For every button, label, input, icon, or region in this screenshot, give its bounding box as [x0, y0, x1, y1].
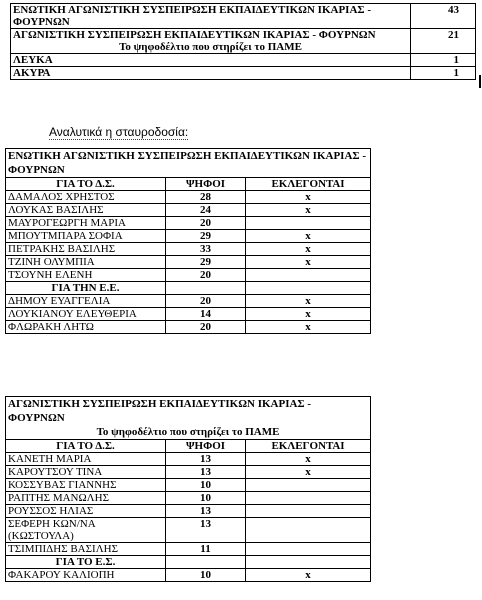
candidate-name: ΛΟΥΚΑΣ ΒΑΣΙΛΗΣ — [6, 204, 166, 217]
summary-value: 1 — [411, 67, 476, 80]
margin-mark — [479, 75, 481, 88]
vote-count: 14 — [166, 308, 246, 321]
vote-count: 20 — [166, 269, 246, 282]
list-subtitle: Το ψηφοδέλτιο που στηρίζει το ΠΑΜΕ — [96, 426, 280, 438]
summary-label: ΕΝΩΤΙΚΗ ΑΓΩΝΙΣΤΙΚΗ ΣΥΣΠΕΙΡΩΣΗ ΕΚΠΑΙΔΕΥΤΙΚΩΝ ΙΚΑΡΙΑΣ - ΦΟΥΡΝΩΝ — [11, 4, 411, 29]
vote-count: 13 — [166, 453, 246, 466]
table-row — [6, 308, 371, 321]
candidate-name: ΜΑΥΡΟΓΕΩΡΓΗ ΜΑΡΙΑ — [6, 217, 166, 230]
elected-mark — [246, 217, 371, 230]
candidate-name: ΠΕΤΡΑΚΗΣ ΒΑΣΙΛΗΣ — [6, 243, 166, 256]
vote-count: 29 — [166, 230, 246, 243]
elected-mark: x — [246, 230, 371, 243]
table-row — [6, 269, 371, 282]
table-row — [6, 230, 371, 243]
column-header-candidates: ΓΙΑ ΤΟ Δ.Σ. — [6, 178, 166, 191]
table-header-row — [6, 397, 371, 440]
elected-mark — [246, 492, 371, 505]
column-header-elected: ΕΚΛΕΓΟΝΤΑΙ — [246, 178, 371, 191]
results-summary-table — [10, 3, 476, 80]
summary-label: ΑΚΥΡΑ — [11, 67, 411, 80]
candidate-name: ΚΟΣΣΥΒΑΣ ΓΙΑΝΝΗΣ — [6, 479, 166, 492]
candidate-name: ΦΑΚΑΡΟΥ ΚΑΛΙΟΠΗ — [6, 569, 166, 582]
candidates-table-2 — [5, 396, 371, 582]
elected-mark: x — [246, 321, 371, 334]
candidate-name: ΚΑΝΕΤΗ ΜΑΡΙΑ — [6, 453, 166, 466]
elected-mark — [246, 543, 371, 556]
summary-label-cell — [11, 29, 411, 54]
list-title-cell — [6, 397, 371, 440]
table-row — [6, 569, 371, 582]
summary-value: 21 — [411, 29, 476, 54]
vote-count: 24 — [166, 204, 246, 217]
candidate-name: ΣΕΦΕΡΗ ΚΩΝ/ΝΑ (ΚΩΣΤΟΥΛΑ) — [6, 518, 166, 543]
column-header-votes: ΨΗΦΟΙ — [166, 440, 246, 453]
vote-count: 10 — [166, 492, 246, 505]
list-title: ΑΓΩΝΙΣΤΙΚΗ ΣΥΣΠΕΙΡΩΣΗ ΕΚΠΑΙΔΕΥΤΙΚΩΝ ΙΚΑΡΙΑΣ - ΦΟΥΡΝΩΝ — [8, 398, 312, 424]
table-row — [6, 295, 371, 308]
empty-cell — [246, 556, 371, 569]
column-header-row — [6, 440, 371, 453]
summary-value: 43 — [411, 4, 476, 29]
elected-mark: x — [246, 256, 371, 269]
candidate-name: ΚΑΡΟΥΤΣΟΥ ΤΙΝΑ — [6, 466, 166, 479]
candidate-name: ΔΗΜΟΥ ΕΥΑΓΓΕΛΙΑ — [6, 295, 166, 308]
candidate-name: ΤΣΙΜΠΙΔΗΣ ΒΑΣΙΛΗΣ — [6, 543, 166, 556]
table-row — [6, 217, 371, 230]
vote-count: 29 — [166, 256, 246, 269]
elected-mark: x — [246, 204, 371, 217]
candidate-name: ΛΟΥΚΙΑΝΟΥ ΕΛΕΥΘΕΡΙΑ — [6, 308, 166, 321]
candidate-name: ΤΣΟΥΝΗ ΕΛΕΝΗ — [6, 269, 166, 282]
candidate-name: ΡΑΠΤΗΣ ΜΑΝΩΛΗΣ — [6, 492, 166, 505]
table-row — [6, 453, 371, 466]
candidate-name: ΡΟΥΣΣΟΣ ΗΛΙΑΣ — [6, 505, 166, 518]
vote-count: 13 — [166, 466, 246, 479]
summary-label: ΛΕΥΚΑ — [11, 54, 411, 67]
column-header-candidates: ΓΙΑ ΤΟ Δ.Σ. — [6, 440, 166, 453]
elected-mark: x — [246, 191, 371, 204]
summary-value: 1 — [411, 54, 476, 67]
vote-count: 33 — [166, 243, 246, 256]
empty-cell — [246, 282, 371, 295]
elected-mark — [246, 479, 371, 492]
table-header-row — [6, 149, 371, 178]
table-row — [6, 543, 371, 556]
section-row — [6, 282, 371, 295]
table-row — [6, 191, 371, 204]
vote-count: 20 — [166, 295, 246, 308]
candidates-table-1 — [5, 148, 371, 334]
table-row — [6, 479, 371, 492]
vote-count: 13 — [166, 505, 246, 518]
vote-count: 28 — [166, 191, 246, 204]
elected-mark: x — [246, 295, 371, 308]
table-row — [6, 204, 371, 217]
candidate-name: ΔΑΜΑΛΟΣ ΧΡΗΣΤΟΣ — [6, 191, 166, 204]
column-header-votes: ΨΗΦΟΙ — [166, 178, 246, 191]
table-row — [6, 256, 371, 269]
empty-cell — [166, 282, 246, 295]
summary-label: ΑΓΩΝΙΣΤΙΚΗ ΣΥΣΠΕΙΡΩΣΗ ΕΚΠΑΙΔΕΥΤΙΚΩΝ ΙΚΑΡΙΑΣ - ΦΟΥΡΝΩΝ — [13, 29, 376, 41]
column-header-row — [6, 178, 371, 191]
table-row — [6, 492, 371, 505]
list-title: ΕΝΩΤΙΚΗ ΑΓΩΝΙΣΤΙΚΗ ΣΥΣΠΕΙΡΩΣΗ ΕΚΠΑΙΔΕΥΤΙΚΩΝ ΙΚΑΡΙΑΣ - ΦΟΥΡΝΩΝ — [6, 149, 371, 178]
candidate-name: ΜΠΟΥΤΜΠΑΡΑ ΣΟΦΙΑ — [6, 230, 166, 243]
table-row — [6, 518, 371, 543]
table-row — [6, 466, 371, 479]
summary-row — [11, 29, 476, 54]
elected-mark: x — [246, 466, 371, 479]
summary-row — [11, 54, 476, 67]
elected-mark — [246, 518, 371, 543]
column-header-elected: ΕΚΛΕΓΟΝΤΑΙ — [246, 440, 371, 453]
summary-sublabel: Το ψηφοδέλτιο που στηρίζει το ΠΑΜΕ — [119, 41, 302, 53]
table-row — [6, 321, 371, 334]
candidate-rows — [6, 191, 371, 334]
empty-cell — [166, 556, 246, 569]
vote-count: 20 — [166, 217, 246, 230]
candidate-name: ΦΛΩΡΑΚΗ ΛΗΤΩ — [6, 321, 166, 334]
table-row — [6, 243, 371, 256]
breakdown-heading-text: Αναλυτικά η σταυροδοσία: — [49, 125, 189, 139]
elected-mark: x — [246, 308, 371, 321]
elected-mark: x — [246, 569, 371, 582]
vote-count: 13 — [166, 518, 246, 543]
elected-mark — [246, 269, 371, 282]
vote-count: 11 — [166, 543, 246, 556]
vote-count: 10 — [166, 479, 246, 492]
elected-mark — [246, 505, 371, 518]
section-row — [6, 556, 371, 569]
vote-count: 10 — [166, 569, 246, 582]
summary-row — [11, 4, 476, 29]
vote-count: 20 — [166, 321, 246, 334]
breakdown-heading — [49, 125, 188, 139]
section-label: ΓΙΑ ΤΟ Ε.Σ. — [6, 556, 166, 569]
candidate-rows — [6, 453, 371, 582]
candidate-name: ΤΖΙΝΗ ΟΛΥΜΠΙΑ — [6, 256, 166, 269]
elected-mark: x — [246, 243, 371, 256]
summary-row — [11, 67, 476, 80]
table-row — [6, 505, 371, 518]
elected-mark: x — [246, 453, 371, 466]
section-label: ΓΙΑ ΤΗΝ Ε.Ε. — [6, 282, 166, 295]
